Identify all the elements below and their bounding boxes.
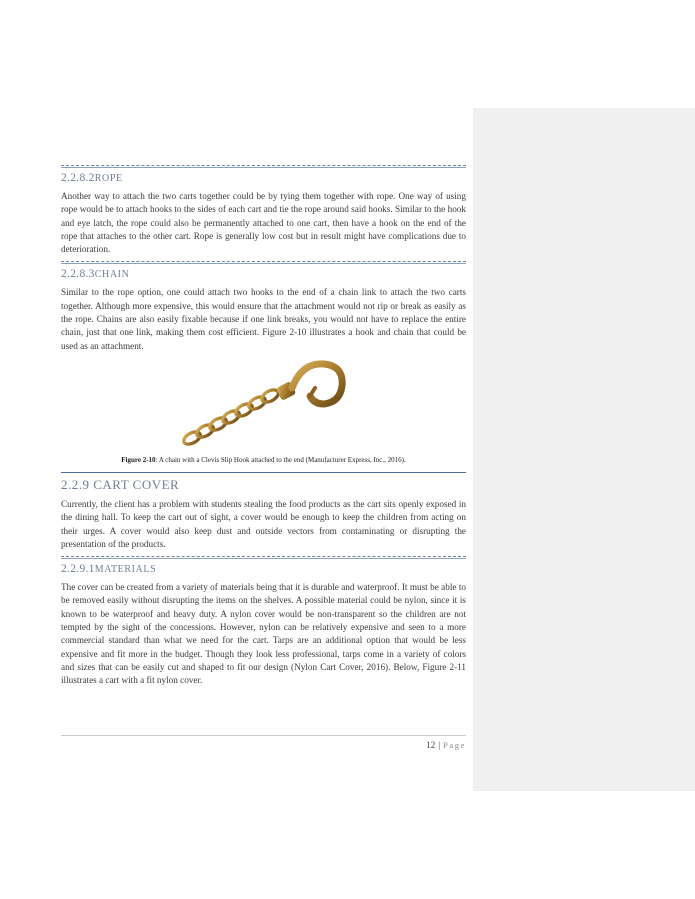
heading-materials [61, 563, 466, 575]
section-divider [61, 472, 466, 473]
heading-number: 2.2.8.2 [61, 172, 95, 184]
heading-title: CART COVER [93, 476, 180, 492]
page-word: Page [443, 740, 466, 750]
paragraph-chain: Similar to the rope option, one could attach two hooks to the end of a chain link to attach the two carts together. Although more expensive, this would ensure that the attachment would not rip or break as easily as the rope. Chains are also easily fixable because if one link breaks, you would not have to replace the entire chain, just that one link, making them cost efficient. Figure 2-10 illustrates a hook and chain that could be used as an attachment. [61, 287, 466, 351]
heading-cart-cover [61, 477, 466, 493]
figure-caption-text: : A chain with a Clevis Slip Hook attached to the end (Manufacturer Express, Inc., 2016). [155, 455, 406, 464]
heading-title: MATERIALS [94, 564, 157, 576]
heading-rope [61, 172, 466, 184]
page-number: 12 [426, 740, 436, 750]
figure-caption [61, 456, 466, 464]
document-page [61, 165, 466, 693]
paragraph-materials: The cover can be created from a variety of materials being that it is durable and waterproof. It must be able to be removed easily without disrupting the items on the shelves. A possible material could be nylon, since it is known to be waterproof and heavy duty. A nylon cover would be non-transparent so the children are not tempted by the sight of the concessions. However, nylon can be relatively expensive and seen to a more commercial standard than what we need for the cart. Tarps are an additional option that would be less expensive and fit more in the budget. Though they look less professional, tarps come in a variety of colors and sizes that can be easily cut and shaped to fit our design (Nylon Cart Cover, 2016). Below, Figure 2-11 illustrates a cart with a fit nylon cover. [61, 582, 466, 686]
page-footer [61, 735, 466, 750]
heading-title: ROPE [94, 173, 123, 184]
comment-pane [473, 108, 695, 791]
heading-number: 2.2.9.1 [61, 563, 95, 576]
section-divider [61, 556, 466, 559]
figure-label: Figure 2-10 [121, 455, 156, 464]
section-divider [61, 261, 466, 264]
chain-hook-image [174, 358, 354, 450]
heading-number: 2.2.8.3 [61, 268, 95, 281]
heading-number: 2.2.9 [61, 476, 90, 492]
paragraph-cart-cover: Currently, the client has a problem with students stealing the food products as the cart sits openly exposed in the dining hall. To keep the cart out of sight, a cover would be enough to keep the children from acting on their urges. A cover would also keep dust and outside vectors from contaminating or disrupting the presentation of the products. [61, 498, 466, 549]
section-divider [61, 165, 466, 168]
heading-chain [61, 268, 466, 280]
figure-chain-hook [61, 358, 466, 450]
heading-title: CHAIN [94, 269, 130, 281]
footer-separator: | [438, 740, 441, 750]
paragraph-rope: Another way to attach the two carts together could be by tying them together with rope. One way of using rope would be to attach hooks to the sides of each cart and tie the rope around said hooks. Similar to the hook and eye latch, the rope could also be permanently attached to one cart, then have a hook on the end of the rope that attaches to the other cart. Rope is generally low cost but in result might have complications due to deterioration. [61, 191, 466, 255]
